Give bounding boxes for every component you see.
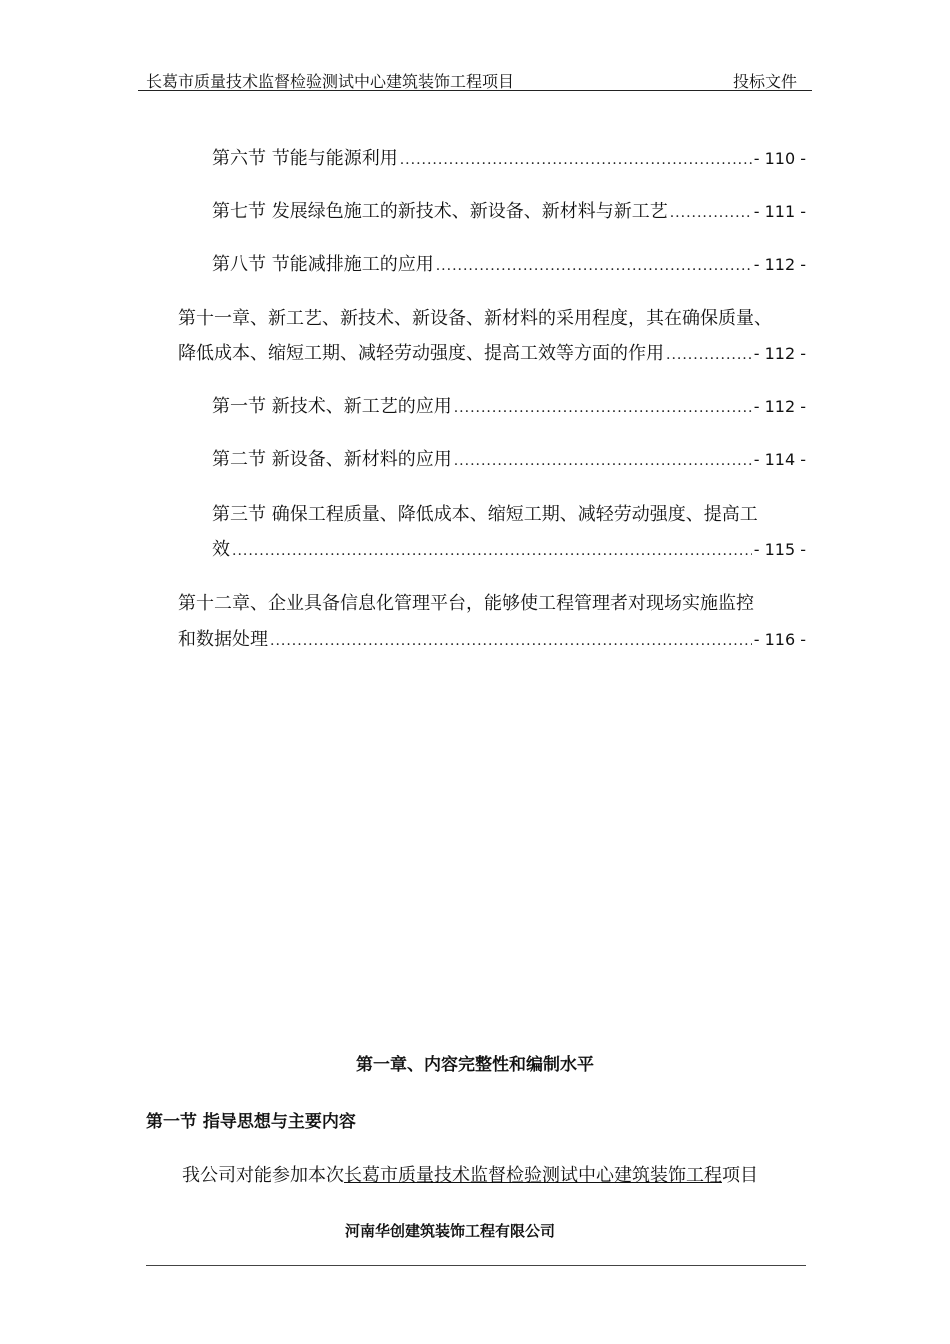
toc-entry[interactable] bbox=[178, 627, 806, 653]
toc-leader-dots bbox=[454, 395, 752, 421]
header-project-title: 长葛市质量技术监督检验测试中心建筑装饰工程项目 bbox=[146, 72, 515, 91]
toc-entry-text: 效 bbox=[212, 539, 230, 560]
toc-entry[interactable] bbox=[212, 537, 806, 563]
toc-entry-page: - 115 - bbox=[753, 540, 806, 559]
body-paragraph bbox=[182, 1161, 758, 1187]
header-doc-type: 投标文件 bbox=[732, 72, 797, 91]
toc-leader-dots bbox=[232, 538, 752, 564]
toc-entry-page: - 112 - bbox=[753, 255, 806, 274]
toc-entry[interactable] bbox=[212, 199, 806, 225]
chapter-title: 第一章、内容完整性和编制水平 bbox=[356, 1055, 594, 1075]
paragraph-text: 我公司对能参加本次 bbox=[182, 1165, 344, 1186]
toc-leader-dots bbox=[270, 628, 752, 654]
toc-entry-text: 第八节 节能减排施工的应用 bbox=[212, 254, 434, 275]
toc-entry-page: - 111 - bbox=[753, 202, 806, 221]
section-title: 第一节 指导思想与主要内容 bbox=[146, 1112, 356, 1132]
toc-entry-page: - 112 - bbox=[753, 344, 806, 363]
page-header bbox=[138, 66, 812, 91]
toc-entry-text: 第七节 发展绿色施工的新技术、新设备、新材料与新工艺 bbox=[212, 201, 668, 222]
toc-entry-page: - 116 - bbox=[753, 630, 806, 649]
toc-entry-line1[interactable]: 第十二章、企业具备信息化管理平台，能够使工程管理者对现场实施监控 bbox=[178, 593, 754, 614]
toc-leader-dots bbox=[400, 147, 752, 173]
footer-company-name: 河南华创建筑装饰工程有限公司 bbox=[344, 1222, 555, 1240]
paragraph-text: 项目 bbox=[722, 1165, 758, 1186]
toc-entry[interactable] bbox=[212, 394, 806, 420]
toc-entry-text: 第二节 新设备、新材料的应用 bbox=[212, 449, 452, 470]
toc-entry-page: - 114 - bbox=[753, 450, 806, 469]
toc-leader-dots bbox=[670, 200, 752, 226]
toc-entry-page: - 112 - bbox=[753, 397, 806, 416]
footer-divider bbox=[146, 1265, 806, 1266]
toc-entry-text: 第六节 节能与能源利用 bbox=[212, 148, 398, 169]
toc-entry[interactable] bbox=[212, 447, 806, 473]
toc-entry-text: 第一节 新技术、新工艺的应用 bbox=[212, 396, 452, 417]
toc-leader-dots bbox=[436, 253, 752, 279]
toc-leader-dots bbox=[666, 342, 752, 368]
toc-entry[interactable] bbox=[212, 252, 806, 278]
toc-entry-line1[interactable]: 第十一章、新工艺、新技术、新设备、新材料的采用程度，其在确保质量、 bbox=[178, 308, 772, 329]
toc-entry-page: - 110 - bbox=[753, 149, 806, 168]
toc-entry[interactable] bbox=[212, 146, 806, 172]
toc-leader-dots bbox=[454, 448, 752, 474]
toc-entry-text: 降低成本、缩短工期、减轻劳动强度、提高工效等方面的作用 bbox=[178, 343, 664, 364]
toc-entry[interactable] bbox=[178, 341, 806, 367]
toc-entry-text: 和数据处理 bbox=[178, 629, 268, 650]
project-name-link[interactable]: 长葛市质量技术监督检验测试中心建筑装饰工程 bbox=[344, 1165, 722, 1186]
toc-entry-line1[interactable]: 第三节 确保工程质量、降低成本、缩短工期、减轻劳动强度、提高工 bbox=[212, 504, 758, 525]
